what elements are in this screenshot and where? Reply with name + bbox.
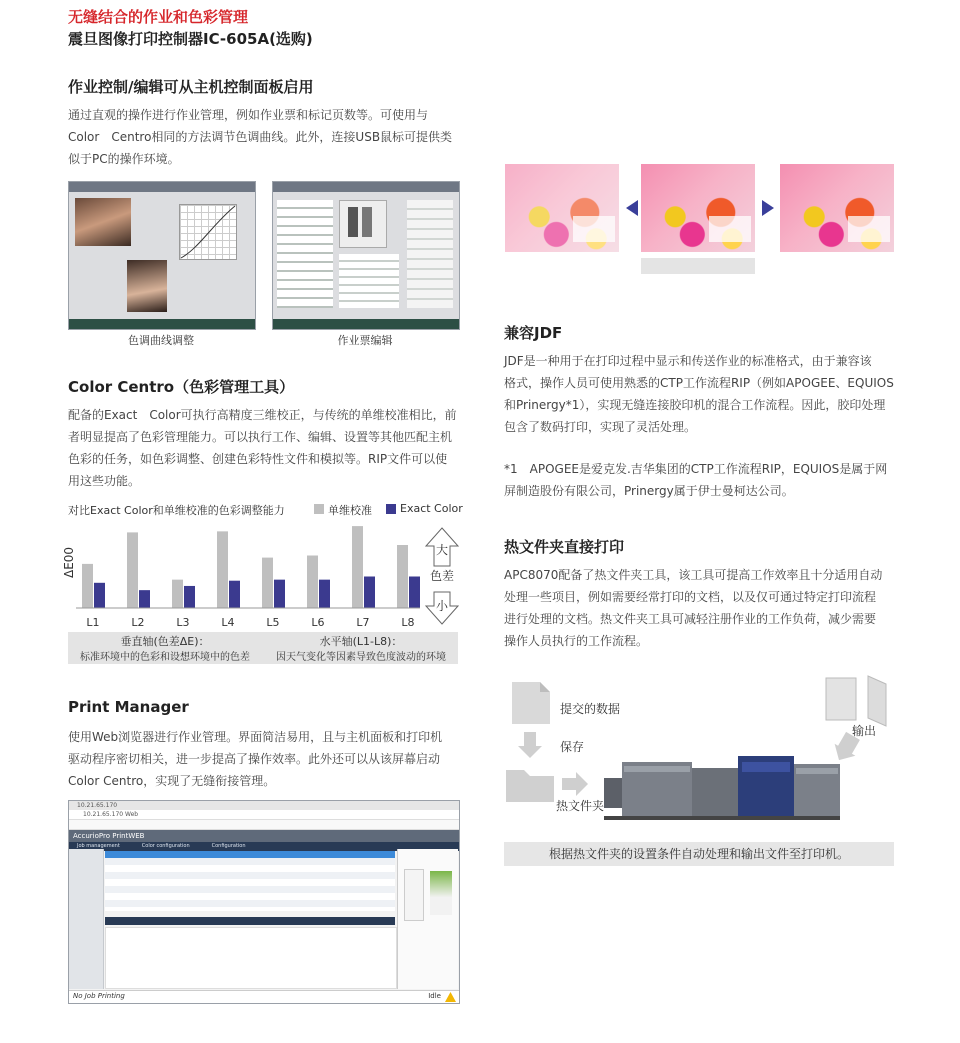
bar-exact-L8 [409, 577, 420, 609]
document-icon [512, 682, 550, 724]
chart-y-label: ΔE00 [62, 546, 76, 578]
bar-exact-L6 [319, 580, 330, 608]
jdf-line: 格式，操作人员可使用熟悉的CTP工作流程RIP（例如APOGEE、EQUIOS [504, 376, 894, 390]
color-centro-text [68, 404, 468, 492]
bar-single-L1 [82, 564, 93, 608]
bar-single-L6 [307, 556, 318, 609]
browser-tab: 10.21.65.170 [69, 801, 459, 810]
chart-svg [68, 520, 424, 632]
hot-folder-text [504, 564, 904, 652]
folder-icon [506, 770, 554, 802]
save-label: 保存 [560, 740, 585, 754]
arrow-right-icon [562, 772, 588, 796]
ticket-options [407, 200, 453, 308]
submitted-data-label: 提交的数据 [560, 702, 621, 716]
x-tick-label: L5 [266, 616, 280, 629]
arrow-down-icon [518, 732, 542, 758]
job-control-line: 通过直观的操作进行作业管理，例如作业票和标记页数等。可使用与 [68, 108, 429, 122]
print-manager-line: 驱动程序密切相关，进一步提高了操作效率。此外还可以从该屏幕启动 [68, 752, 441, 766]
tone-curve-screenshot [68, 181, 256, 330]
menu-color-configuration[interactable]: Color configuration [141, 843, 190, 849]
x-tick-label: L7 [356, 616, 370, 629]
browser-url-bar: 10.21.65.170 Web [69, 810, 459, 820]
menu-job-management[interactable]: Job management [77, 843, 120, 849]
legend-swatch-exact [386, 504, 396, 514]
side-panel [69, 849, 104, 989]
legend-swatch-single [314, 504, 324, 514]
job-ticket-caption: 作业票编辑 [337, 334, 393, 347]
x-axis-note-title: 水平轴(L1-L8)： [319, 635, 403, 648]
page-subtitle: 震旦图像打印控制器IC-605A(选购) [68, 30, 313, 48]
bar-single-L8 [397, 545, 408, 608]
output-label: 输出 [852, 724, 877, 738]
x-tick-label: L2 [131, 616, 145, 629]
chart-title: 对比Exact Color和单维校准的色彩调整能力 [68, 504, 285, 517]
scale-high-label: 大 [436, 543, 449, 557]
legend-label-single: 单维校准 [328, 504, 372, 517]
color-centro-heading: Color Centro（色彩管理工具） [68, 378, 295, 396]
color-centro-line: 配备的Exact Color可执行高精度三维校正，与传统的单维校准相比，前 [68, 408, 457, 422]
apppe-flower-image [780, 164, 894, 252]
hot-folder-line: 处理一些项目，例如需要经常打印的文档，以及仅可通过特定打印流程 [504, 590, 877, 604]
bar-single-L5 [262, 558, 273, 608]
ticket-field-list [277, 200, 333, 308]
cpsi-flower-image [505, 164, 619, 252]
job-ticket-screenshot [272, 181, 460, 330]
job-control-text [68, 104, 468, 170]
warning-icon [445, 992, 456, 1002]
x-tick-label: L8 [401, 616, 415, 629]
bar-single-L3 [172, 580, 183, 608]
status-right-text: Idle [428, 992, 441, 1000]
original-flower-image [641, 164, 755, 252]
hot-folder-note: 根据热文件夹的设置条件自动处理和输出文件至打印机。 [504, 842, 894, 866]
jdf-line: 和Prinergy*1），实现无缝连接胶印机的混合工作流程。因此，胶印处理 [504, 398, 886, 412]
bar-exact-L4 [229, 581, 240, 608]
portrait-thumbnail [127, 260, 167, 312]
bar-exact-L3 [184, 586, 195, 608]
x-tick-label: L6 [311, 616, 325, 629]
legend-label-exact: Exact Color [400, 502, 463, 515]
x-axis-note-text: 因天气变化等因素导致色度波动的环境 [276, 652, 446, 663]
hot-folder-line: 操作人员执行的工作流程。 [504, 634, 649, 648]
hot-folder-heading: 热文件夹直接打印 [504, 538, 625, 556]
app-brand: AccurioPro PrintWEB [69, 830, 459, 842]
bar-exact-L5 [274, 580, 285, 608]
bar-exact-L2 [139, 590, 150, 608]
printer-icon [604, 756, 840, 820]
status-left-text: No Job Printing [73, 992, 125, 1000]
tone-curve-line [179, 204, 237, 260]
color-centro-line: 者明显提高了色彩管理能力。可以执行工作、编辑、设置等其他匹配主机 [68, 430, 453, 444]
x-tick-label: L4 [221, 616, 235, 629]
print-manager-line: 使用Web浏览器进行作业管理。界面简洁易用，且与主机面板和打印机 [68, 730, 443, 744]
bar-single-L7 [352, 526, 363, 608]
x-tick-label: L1 [86, 616, 100, 629]
color-centro-line: 用这些功能。 [68, 474, 141, 488]
output-paper-icon [826, 676, 886, 726]
color-centro-line: 色彩的任务，如色彩调整、创建色彩特性文件和模拟等。RIP文件可以使 [68, 452, 448, 466]
hot-folder-line: 进行处理的文档。热文件夹工具可减轻注册作业的工作负荷，减少需要 [504, 612, 877, 626]
hot-folder-line: APC8070配备了热文件夹工具，该工具可提高工作效率且十分适用自动 [504, 568, 883, 582]
arrow-right-icon [762, 200, 774, 216]
menu-configuration[interactable]: Configuration [211, 843, 246, 849]
bar-single-L4 [217, 531, 228, 608]
job-control-line: Color Centro相同的方法调节色调曲线。此外，连接USB鼠标可提供类 [68, 130, 453, 144]
print-manager-text [68, 726, 468, 792]
job-list [105, 851, 395, 911]
print-manager-screenshot [68, 800, 460, 1004]
job-control-heading: 作业控制/编辑可从主机控制面板启用 [68, 78, 314, 96]
tone-curve-caption: 色调曲线调整 [128, 334, 194, 347]
portrait-thumbnail [75, 198, 131, 246]
preview-thumbnail [430, 871, 452, 915]
print-manager-heading: Print Manager [68, 698, 189, 716]
jdf-line: 包含了数码打印，实现了灵活处理。 [504, 420, 697, 434]
jdf-footnote [504, 458, 904, 502]
arrow-left-icon [626, 200, 638, 216]
bar-exact-L7 [364, 577, 375, 609]
job-control-line: 似于PC的操作环境。 [68, 152, 180, 166]
x-tick-label: L3 [176, 616, 190, 629]
jdf-line: JDF是一种用于在打印过程中显示和传送作业的标准格式，由于兼容该 [504, 354, 872, 368]
jdf-footnote-line: 屏制造股份有限公司，Prinergy属于伊士曼柯达公司。 [504, 484, 794, 498]
print-manager-line: Color Centro，实现了无缝衔接管理。 [68, 774, 276, 788]
page-title: 无缝结合的作业和色彩管理 [68, 8, 249, 26]
job-detail-panel [105, 927, 397, 989]
jdf-footnote-line: *1 APOGEE是爱克发.吉华集团的CTP工作流程RIP，EQUIOS是属于网 [504, 462, 888, 476]
preview-panel [397, 849, 458, 989]
y-axis-note-title: 垂直轴(色差ΔE)： [120, 635, 210, 648]
scale-label: 色差 [430, 569, 455, 583]
original-label-band [641, 258, 755, 274]
ticket-settings [339, 254, 399, 308]
jdf-text [504, 350, 904, 438]
scale-low-label: 小 [436, 599, 449, 613]
page-preview [339, 200, 387, 248]
y-axis-note-text: 标准环境中的色彩和设想环境中的色差 [80, 652, 250, 663]
hot-folder-label: 热文件夹 [556, 799, 605, 813]
jdf-heading: 兼容JDF [504, 324, 563, 342]
bar-exact-L1 [94, 583, 105, 608]
bar-single-L2 [127, 532, 138, 608]
